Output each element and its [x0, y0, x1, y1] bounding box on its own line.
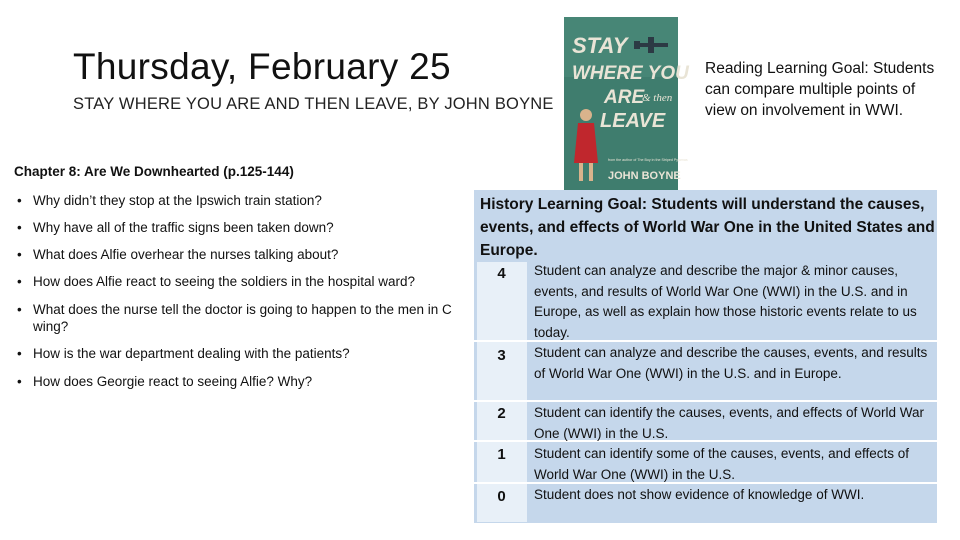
slide-title: Thursday, February 25 — [73, 46, 451, 87]
question-item: • How is the war department dealing with the patients? — [14, 345, 469, 362]
rubric-desc-3: Student can analyze and describe the causes, events, and results of World War One (WWI) in the U.S. and in Europe. — [534, 345, 928, 381]
row-divider — [474, 400, 937, 402]
history-learning-goal: History Learning Goal: Students will understand the causes, events, and effects of World War One in the United States and Europe. — [480, 196, 935, 259]
question-item: • What does the nurse tell the doctor is going to happen to the men in C wing? — [14, 301, 469, 335]
rubric-desc-0: Student does not show evidence of knowledge of WWI. — [534, 487, 865, 502]
reading-learning-goal: Reading Learning Goal: Students can compare multiple points of view on involvement in WWI. — [705, 60, 935, 119]
chapter-heading: Chapter 8: Are We Downhearted (p.125-144) — [14, 164, 294, 179]
question-item: • Why didn’t they stop at the Ipswich train station? — [14, 192, 469, 209]
cover-title-4: LEAVE — [600, 110, 666, 132]
rubric-desc-2: Student can identify the causes, events, and effects of World War One (WWI) in the U.S. — [534, 405, 924, 441]
book-cover-image — [564, 17, 689, 193]
question-item: • How does Georgie react to seeing Alfie? Why? — [14, 373, 469, 390]
cover-blurb: from the author of The Boy in the Striped Pyjamas — [608, 158, 688, 162]
cover-author: JOHN BOYNE — [608, 170, 681, 182]
rubric-desc-4: Student can analyze and describe the major & minor causes, events, and results of World War One (WWI) in the U.S. and in Europe, as well as explain how those historic events relate to us today. — [534, 263, 917, 340]
slide-subtitle: STAY WHERE YOU ARE AND THEN LEAVE, BY JOHN BOYNE — [73, 95, 554, 113]
question-item: • Why have all of the traffic signs been taken down? — [14, 219, 469, 236]
rubric-level-1: 1 — [497, 446, 506, 463]
rubric-level-0: 0 — [497, 488, 506, 505]
cover-title-1: STAY — [572, 33, 628, 58]
rubric-level-4: 4 — [497, 265, 506, 282]
cover-title-2: WHERE YOU — [572, 63, 689, 84]
cover-title-3: ARE — [604, 87, 645, 108]
question-item: • What does Alfie overhear the nurses talking about? — [14, 246, 469, 263]
rubric-desc-1: Student can identify some of the causes, events, and effects of World War One (WWI) in the U.S. — [534, 446, 909, 482]
rubric-level-2: 2 — [497, 405, 506, 422]
cover-title-3b: & then — [642, 92, 673, 104]
rubric-level-3: 3 — [497, 347, 506, 364]
question-item: • How does Alfie react to seeing the soldiers in the hospital ward? — [14, 273, 469, 290]
book-cover-art — [564, 17, 689, 193]
